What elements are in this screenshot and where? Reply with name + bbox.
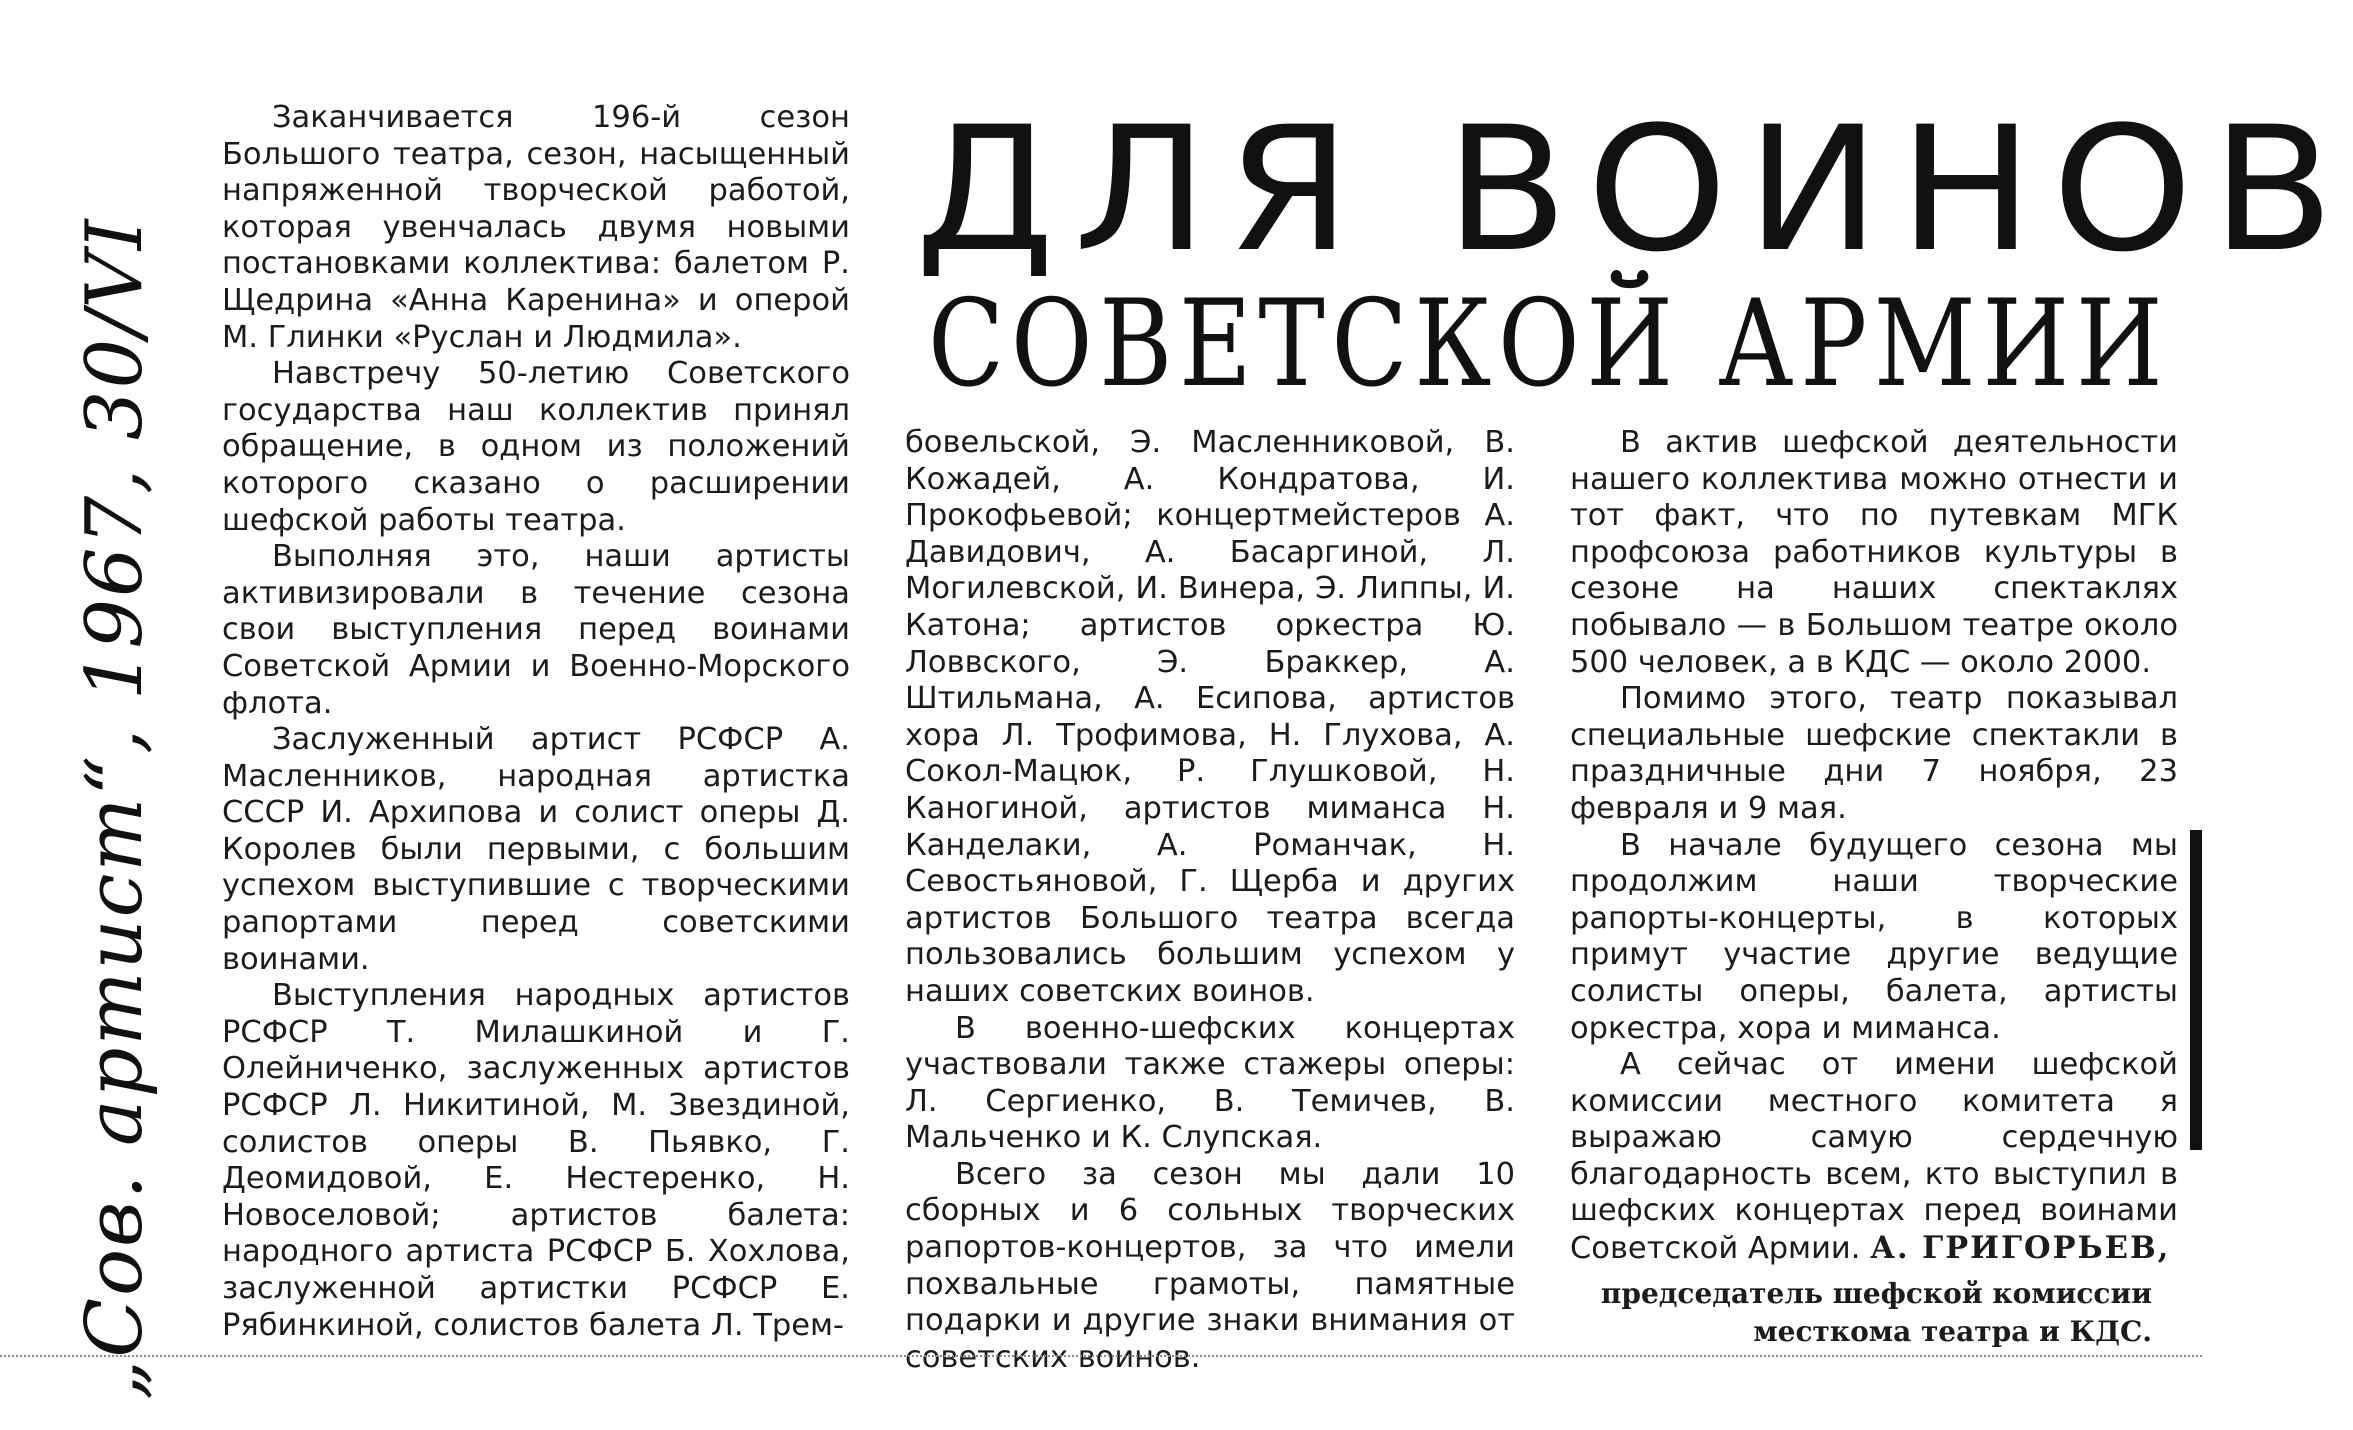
- article-column-2: [905, 425, 1515, 1376]
- article-column-1: [222, 100, 850, 1344]
- paragraph: Всего за сезон мы дали 10 сборных и 6 сольных творческих рапортов-концертов, за что имели похвальные грамоты, памятные подарки и другие знаки внимания от советских воинов.: [905, 1156, 1515, 1375]
- paragraph: [1570, 1047, 2178, 1268]
- signature-title-line-1: председатель шефской комиссии: [1600, 1277, 2152, 1310]
- paragraph: Выступления народных артистов РСФСР Т. Милашкиной и Г. Олейниченко, заслуженных артистов РСФСР Л. Никитиной, М. Звездиной, солистов оперы В. Пьявко, Г. Деомидовой, Е. Нестеренко, Н. Новоселовой; артистов балета: народного артиста РСФСР Б. Хохлова, заслуженной артистки РСФСР Е. Рябинкиной, солистов балета Л. Трем-: [222, 978, 850, 1343]
- headline-line-2: СОВЕТСКОЙ АРМИИ: [928, 275, 2170, 414]
- paragraph: Помимо этого, театр показывал специальные шефские спектакли в праздничные дни 7 ноября, 23 февраля и 9 мая.: [1570, 681, 2178, 826]
- scan-margin-mark: [2190, 830, 2202, 1150]
- paragraph: В актив шефской деятельности нашего коллектива можно отнести и тот факт, что по путевкам МГК профсоюза работников культуры в сезоне на наших спектаклях побывало — в Большом театре около 500 человек, а в КДС — около 2000.: [1570, 425, 2178, 680]
- author-name: А. ГРИГОРЬЕВ,: [1870, 1230, 2171, 1267]
- closing-text: А сейчас от имени шефской комиссии местного комитета я выражаю самую сердечную благодарность всем, кто выступил в шефских концертах перед воинами Советской Армии.: [1570, 1047, 2178, 1267]
- paragraph: Выполняя это, наши артисты активизировали в течение сезона свои выступления перед воинами Советской Армии и Военно-Морского флота.: [222, 539, 850, 721]
- clipping-edge: [0, 1355, 2202, 1357]
- signature-title-line-2: месткома театра и КДС.: [1753, 1315, 2152, 1348]
- paragraph: Навстречу 50-летию Советского государства наш коллектив принял обращение, в одном из положений которого сказано о расширении шефской работы театра.: [222, 356, 850, 538]
- author-signature-block: [1552, 1275, 2152, 1351]
- paragraph: Заканчивается 196-й сезон Большого театра, сезон, насыщенный напряженной творческой работой, которая увенчалась двумя новыми постановками коллектива: балетом Р. Щедрина «Анна Каренина» и оперой М. Глинки «Руслан и Людмила».: [222, 100, 850, 355]
- headline-line-1: ДЛЯ ВОИНОВ: [915, 89, 2353, 290]
- paragraph: В военно-шефских концертах участвовали также стажеры оперы: Л. Сергиенко, В. Темичев, В. Мальченко и К. Слупская.: [905, 1010, 1515, 1156]
- article-column-3: [1570, 425, 2178, 1268]
- handwritten-margin-note: „Сов. артист“, 1967, 30/VI: [70, 217, 160, 1400]
- paragraph: В начале будущего сезона мы продолжим наши творческие рапорты-концерты, в которых примут участие другие ведущие солисты оперы, балета, артисты оркестра, хора и миманса.: [1570, 827, 2178, 1046]
- paragraph: Заслуженный артист РСФСР А. Масленников, народная артистка СССР И. Архипова и солист оперы Д. Королев были первыми, с большим успехом выступившие с творческими рапортами перед советскими воинами.: [222, 722, 850, 977]
- paragraph: бовельской, Э. Масленниковой, В. Кожадей, А. Кондратова, И. Прокофьевой; концертмейстеров А. Давидович, А. Басаргиной, Л. Могилевской, И. Винера, Э. Липпы, И. Катона; артистов оркестра Ю. Ловвского, Э. Браккер, А. Штильмана, А. Есипова, артистов хора Л. Трофимова, Н. Глухова, А. Сокол-Мацюк, Р. Глушковой, Н. Каногиной, артистов миманса Н. Канделаки, А. Романчак, Н. Севостьяновой, Г. Щерба и других артистов Большого театра всегда пользовались большим успехом у наших советских воинов.: [905, 425, 1515, 1009]
